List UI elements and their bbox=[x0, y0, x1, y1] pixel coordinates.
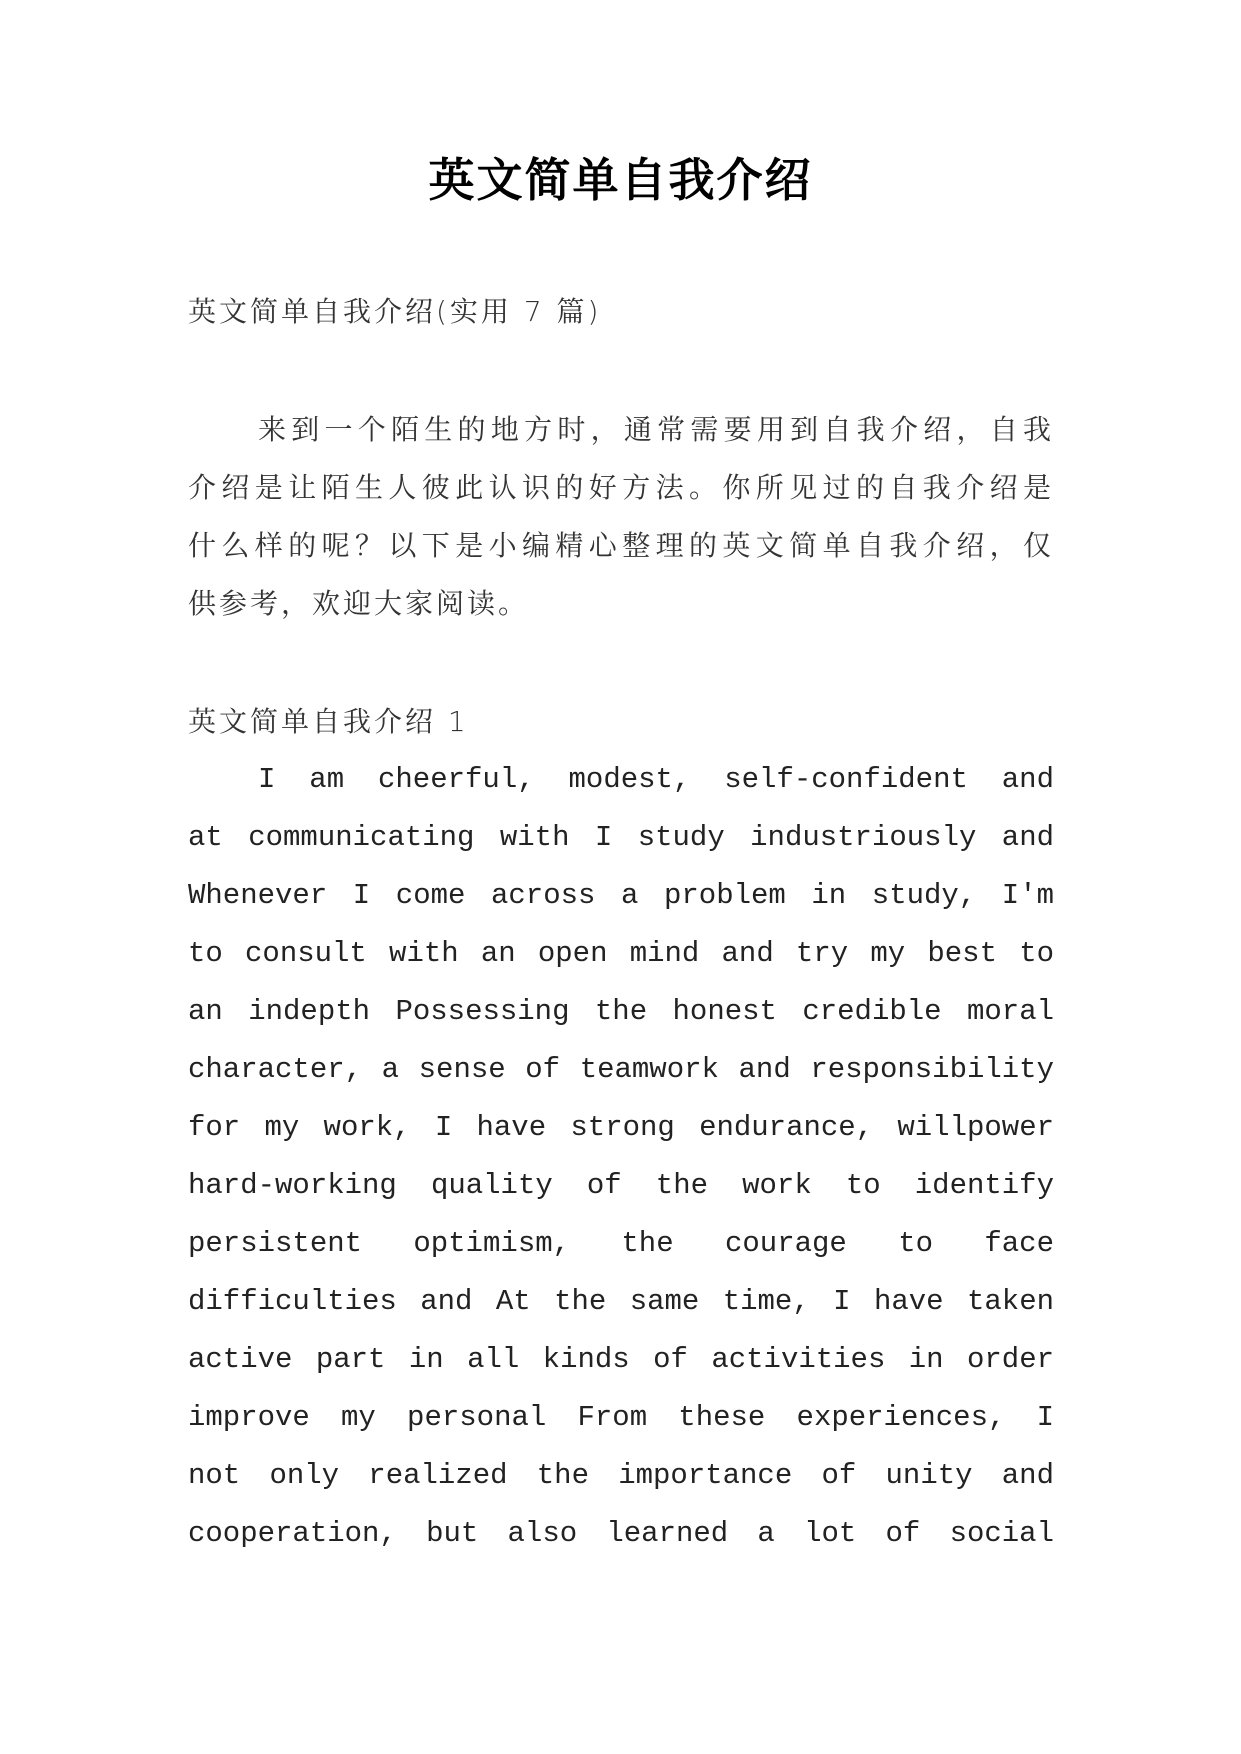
body-line: I am cheerful, modest, self-confident and bbox=[258, 763, 1054, 796]
body-line: an indepth Possessing the honest credible moral bbox=[188, 995, 1054, 1028]
body-line: persistent optimism, the courage to face bbox=[188, 1227, 1054, 1260]
body-line: cooperation, but also learned a lot of social bbox=[188, 1517, 1054, 1550]
body-line: active part in all kinds of activities in order bbox=[188, 1343, 1054, 1376]
intro-line: 供参考，欢迎大家阅读。 bbox=[188, 587, 530, 620]
body-line: for my work, I have strong endurance, willpower bbox=[188, 1111, 1054, 1144]
body-line: to consult with an open mind and try my best to bbox=[188, 937, 1054, 970]
body-line: hard-working quality of the work to identify bbox=[188, 1169, 1054, 1202]
intro-line: 来到一个陌生的地方时，通常需要用到自我介绍，自我 bbox=[258, 413, 1054, 446]
body-line: at communicating with I study industriously and bbox=[188, 821, 1054, 854]
body-line: difficulties and At the same time, I have taken bbox=[188, 1285, 1054, 1318]
body-line: character, a sense of teamwork and responsibility bbox=[188, 1053, 1054, 1086]
document-title: 英文简单自我介绍 bbox=[428, 153, 813, 207]
intro-line: 介绍是让陌生人彼此认识的好方法。你所见过的自我介绍是 bbox=[188, 471, 1054, 504]
section-heading: 英文简单自我介绍 1 bbox=[188, 705, 469, 738]
document-subtitle: 英文简单自我介绍(实用 7 篇) bbox=[188, 295, 602, 328]
body-line: Whenever I come across a problem in study, I'm bbox=[188, 879, 1054, 912]
body-line: improve my personal From these experiences, I bbox=[188, 1401, 1054, 1434]
intro-line: 什么样的呢？以下是小编精心整理的英文简单自我介绍，仅 bbox=[188, 529, 1054, 562]
body-line: not only realized the importance of unity and bbox=[188, 1459, 1054, 1492]
